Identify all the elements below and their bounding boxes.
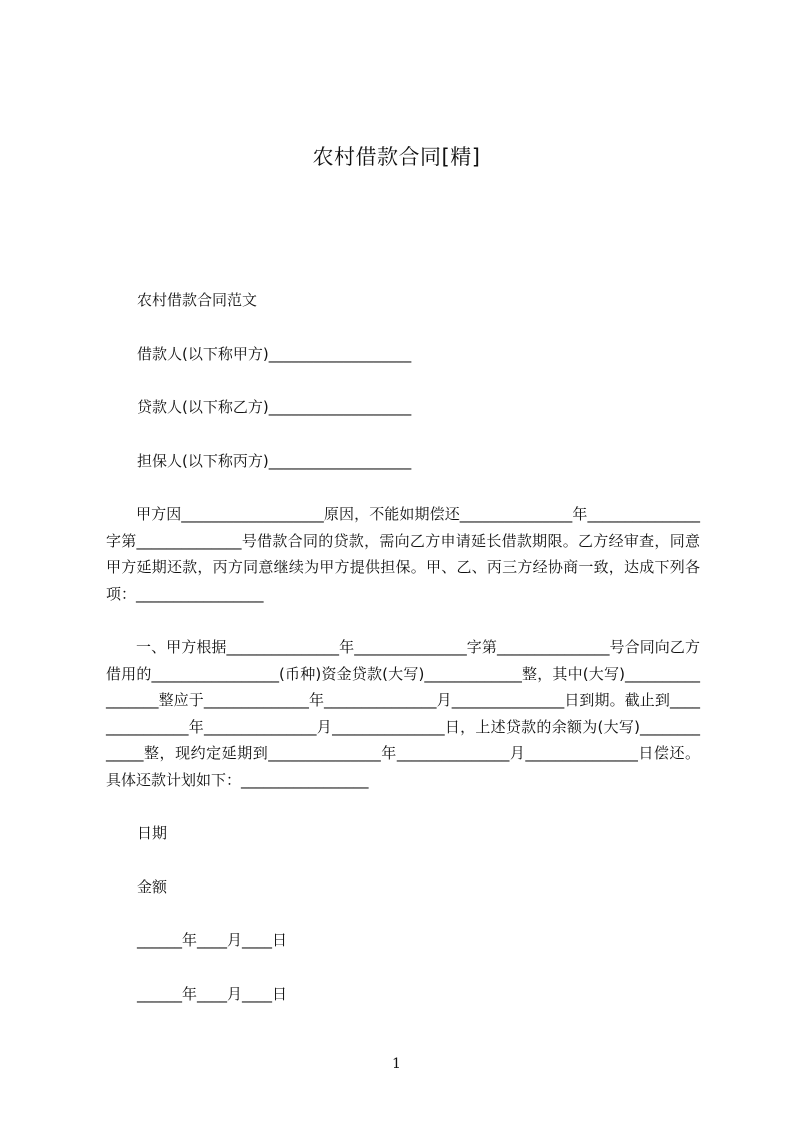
document-title: 农村借款合同[精] <box>312 145 481 169</box>
schedule-row: ______年____月____日 <box>137 931 288 949</box>
guarantor-line: 担保人(以下称丙方)___________________ <box>137 452 412 470</box>
schedule-row: ______年____月____日 <box>137 985 288 1003</box>
loan-terms-paragraph: 一、甲方根据_______________年_______________字第_______________号合同向乙方借用的_________________(币种)资金贷款(大写)_____________整，其中(大写)_________________整应于______________年_______________月_______________日到期。截止到_______________年_______________月_______________日，上述贷款的余额为(大写)_____________整，现约定延期到_______________年_______________月_______________日偿还。具体还款计划如下：_________________ <box>106 638 700 789</box>
page-number: 1 <box>392 1056 401 1072</box>
extension-request-paragraph: 甲方因___________________原因，不能如期偿还_______________年_______________字第______________号借款合同的贷款，需向乙方申请延长借款期限。乙方经审查，同意甲方延期还款，丙方同意继续为甲方提供担保。甲、乙、丙三方经协商一致，达成下列各项：_________________ <box>106 505 700 603</box>
document-subtitle: 农村借款合同范文 <box>137 291 258 309</box>
lender-line: 贷款人(以下称乙方)___________________ <box>137 398 412 416</box>
borrower-line: 借款人(以下称甲方)___________________ <box>137 345 412 363</box>
schedule-amount-header: 金额 <box>137 878 168 896</box>
schedule-date-header: 日期 <box>137 824 168 842</box>
